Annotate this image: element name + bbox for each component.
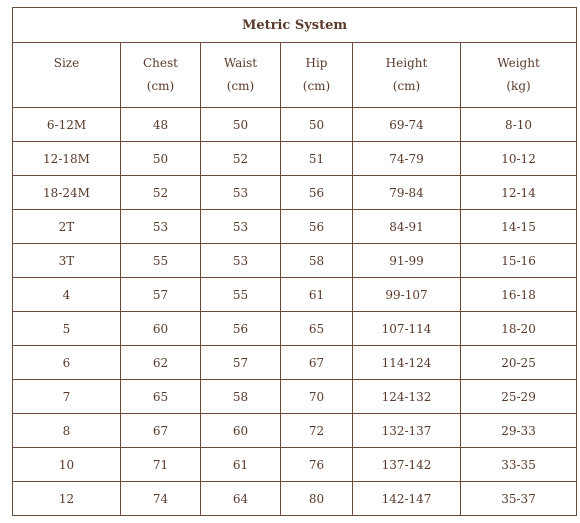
table-row	[13, 142, 577, 176]
cell-chest: 71	[121, 448, 201, 482]
cell-height: 124-132	[353, 380, 461, 414]
cell-height: 107-114	[353, 312, 461, 346]
title-row	[13, 8, 577, 43]
cell-hip: 72	[281, 414, 353, 448]
cell-weight: 14-15	[461, 210, 577, 244]
cell-chest: 53	[121, 210, 201, 244]
header-chest-label: Chest	[143, 56, 178, 70]
table-row	[13, 346, 577, 380]
cell-size: 6-12M	[13, 108, 121, 142]
cell-size: 12	[13, 482, 121, 516]
cell-weight: 16-18	[461, 278, 577, 312]
cell-hip: 56	[281, 176, 353, 210]
header-height	[353, 43, 461, 108]
cell-chest: 65	[121, 380, 201, 414]
cell-waist: 56	[201, 312, 281, 346]
cell-hip: 65	[281, 312, 353, 346]
table-row	[13, 414, 577, 448]
header-row	[13, 43, 577, 108]
cell-hip: 61	[281, 278, 353, 312]
cell-waist: 60	[201, 414, 281, 448]
cell-weight: 20-25	[461, 346, 577, 380]
cell-chest: 74	[121, 482, 201, 516]
cell-hip: 51	[281, 142, 353, 176]
size-chart-table	[12, 7, 577, 516]
header-hip-label: Hip	[305, 56, 328, 70]
cell-weight: 10-12	[461, 142, 577, 176]
cell-size: 2T	[13, 210, 121, 244]
cell-hip: 58	[281, 244, 353, 278]
header-weight-label: Weight	[497, 56, 540, 70]
cell-chest: 50	[121, 142, 201, 176]
cell-weight: 12-14	[461, 176, 577, 210]
cell-chest: 52	[121, 176, 201, 210]
cell-weight: 29-33	[461, 414, 577, 448]
header-chest	[121, 43, 201, 108]
cell-chest: 67	[121, 414, 201, 448]
table-row	[13, 244, 577, 278]
cell-size: 5	[13, 312, 121, 346]
table-row	[13, 176, 577, 210]
cell-waist: 50	[201, 108, 281, 142]
cell-height: 69-74	[353, 108, 461, 142]
cell-size: 12-18M	[13, 142, 121, 176]
header-hip-unit: (cm)	[302, 79, 331, 93]
cell-weight: 8-10	[461, 108, 577, 142]
cell-waist: 53	[201, 176, 281, 210]
cell-size: 10	[13, 448, 121, 482]
header-waist-unit: (cm)	[226, 79, 255, 93]
cell-chest: 55	[121, 244, 201, 278]
table-title: Metric System	[13, 8, 577, 43]
cell-waist: 53	[201, 210, 281, 244]
table-row	[13, 380, 577, 414]
cell-waist: 53	[201, 244, 281, 278]
header-size	[13, 43, 121, 108]
table-row	[13, 210, 577, 244]
cell-chest: 60	[121, 312, 201, 346]
cell-hip: 56	[281, 210, 353, 244]
cell-weight: 33-35	[461, 448, 577, 482]
cell-waist: 58	[201, 380, 281, 414]
cell-hip: 67	[281, 346, 353, 380]
table-row	[13, 278, 577, 312]
cell-height: 99-107	[353, 278, 461, 312]
cell-waist: 55	[201, 278, 281, 312]
table-row	[13, 482, 577, 516]
cell-size: 3T	[13, 244, 121, 278]
cell-weight: 25-29	[461, 380, 577, 414]
cell-size: 7	[13, 380, 121, 414]
cell-size: 4	[13, 278, 121, 312]
cell-weight: 18-20	[461, 312, 577, 346]
cell-height: 84-91	[353, 210, 461, 244]
cell-hip: 76	[281, 448, 353, 482]
header-weight	[461, 43, 577, 108]
cell-size: 8	[13, 414, 121, 448]
cell-waist: 57	[201, 346, 281, 380]
cell-chest: 48	[121, 108, 201, 142]
cell-chest: 62	[121, 346, 201, 380]
cell-waist: 64	[201, 482, 281, 516]
cell-height: 137-142	[353, 448, 461, 482]
cell-size: 6	[13, 346, 121, 380]
cell-height: 74-79	[353, 142, 461, 176]
table-row	[13, 312, 577, 346]
cell-size: 18-24M	[13, 176, 121, 210]
cell-chest: 57	[121, 278, 201, 312]
table-row	[13, 108, 577, 142]
header-height-unit: (cm)	[392, 79, 421, 93]
cell-weight: 15-16	[461, 244, 577, 278]
cell-hip: 70	[281, 380, 353, 414]
cell-weight: 35-37	[461, 482, 577, 516]
header-weight-unit: (kg)	[506, 79, 531, 93]
cell-height: 79-84	[353, 176, 461, 210]
cell-hip: 80	[281, 482, 353, 516]
cell-waist: 52	[201, 142, 281, 176]
cell-waist: 61	[201, 448, 281, 482]
cell-height: 91-99	[353, 244, 461, 278]
header-waist	[201, 43, 281, 108]
cell-hip: 50	[281, 108, 353, 142]
table-row	[13, 448, 577, 482]
cell-height: 114-124	[353, 346, 461, 380]
header-hip	[281, 43, 353, 108]
header-height-label: Height	[385, 56, 428, 70]
cell-height: 142-147	[353, 482, 461, 516]
header-size-label: Size	[53, 56, 80, 70]
header-chest-unit: (cm)	[146, 79, 175, 93]
cell-height: 132-137	[353, 414, 461, 448]
header-waist-label: Waist	[223, 56, 258, 70]
